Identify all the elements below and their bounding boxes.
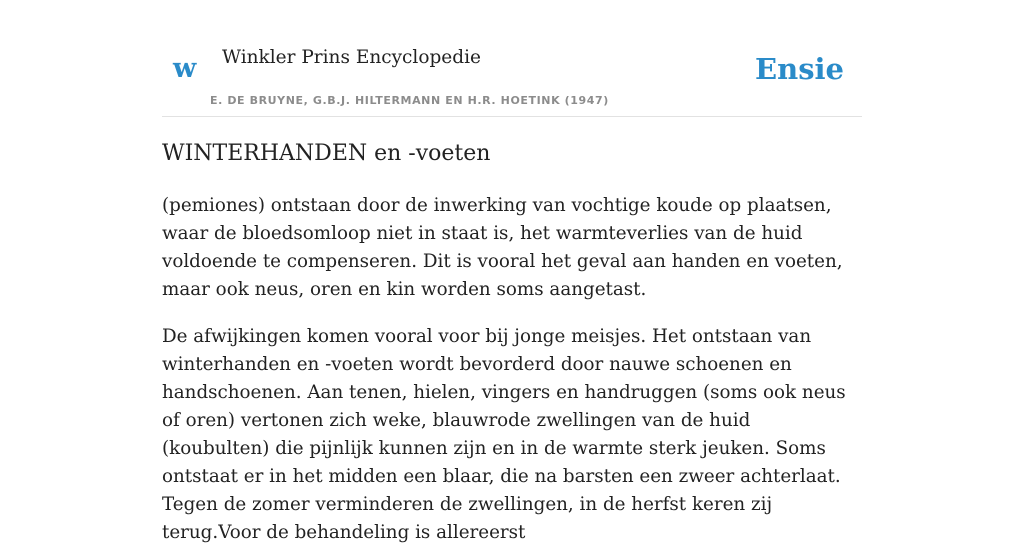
- brand-logo[interactable]: Ensie: [755, 52, 844, 86]
- article-body: [162, 138, 862, 547]
- site-header: [162, 0, 862, 117]
- authors-line: E. DE BRUYNE, G.B.J. HILTERMANN EN H.R. HOETINK (1947): [210, 94, 609, 107]
- encyclopedia-title[interactable]: Winkler Prins Encyclopedie: [222, 47, 481, 68]
- article-headword: WINTERHANDEN en -voeten: [162, 141, 491, 166]
- article-paragraph: (pemiones) ontstaan door de inwerking van vochtige koude op plaatsen, waar de bloedsomloop niet in staat is, het warmteverlies van de huid voldoende te compenseren. Dit is vooral het geval aan handen en voeten, maar ook neus, oren en kin worden soms aangetast.: [162, 195, 843, 300]
- logo-letter[interactable]: w: [173, 53, 197, 84]
- article-paragraph: De afwijkingen komen vooral voor bij jonge meisjes. Het ontstaan van winterhanden en -voeten wordt bevorderd door nauwe schoenen en handschoenen. Aan tenen, hielen, vingers en handruggen (soms ook neus of oren) vertonen zich weke, blauwrode zwellingen van de huid (koubulten) die pijnlijk kunnen zijn en in de warmte sterk jeuken. Soms ontstaat er in het midden een blaar, die na barsten een zweer achterlaat. Tegen de zomer verminderen de zwellingen, in de herfst keren zij terug.Voor de behandeling is allereerst: [162, 326, 846, 543]
